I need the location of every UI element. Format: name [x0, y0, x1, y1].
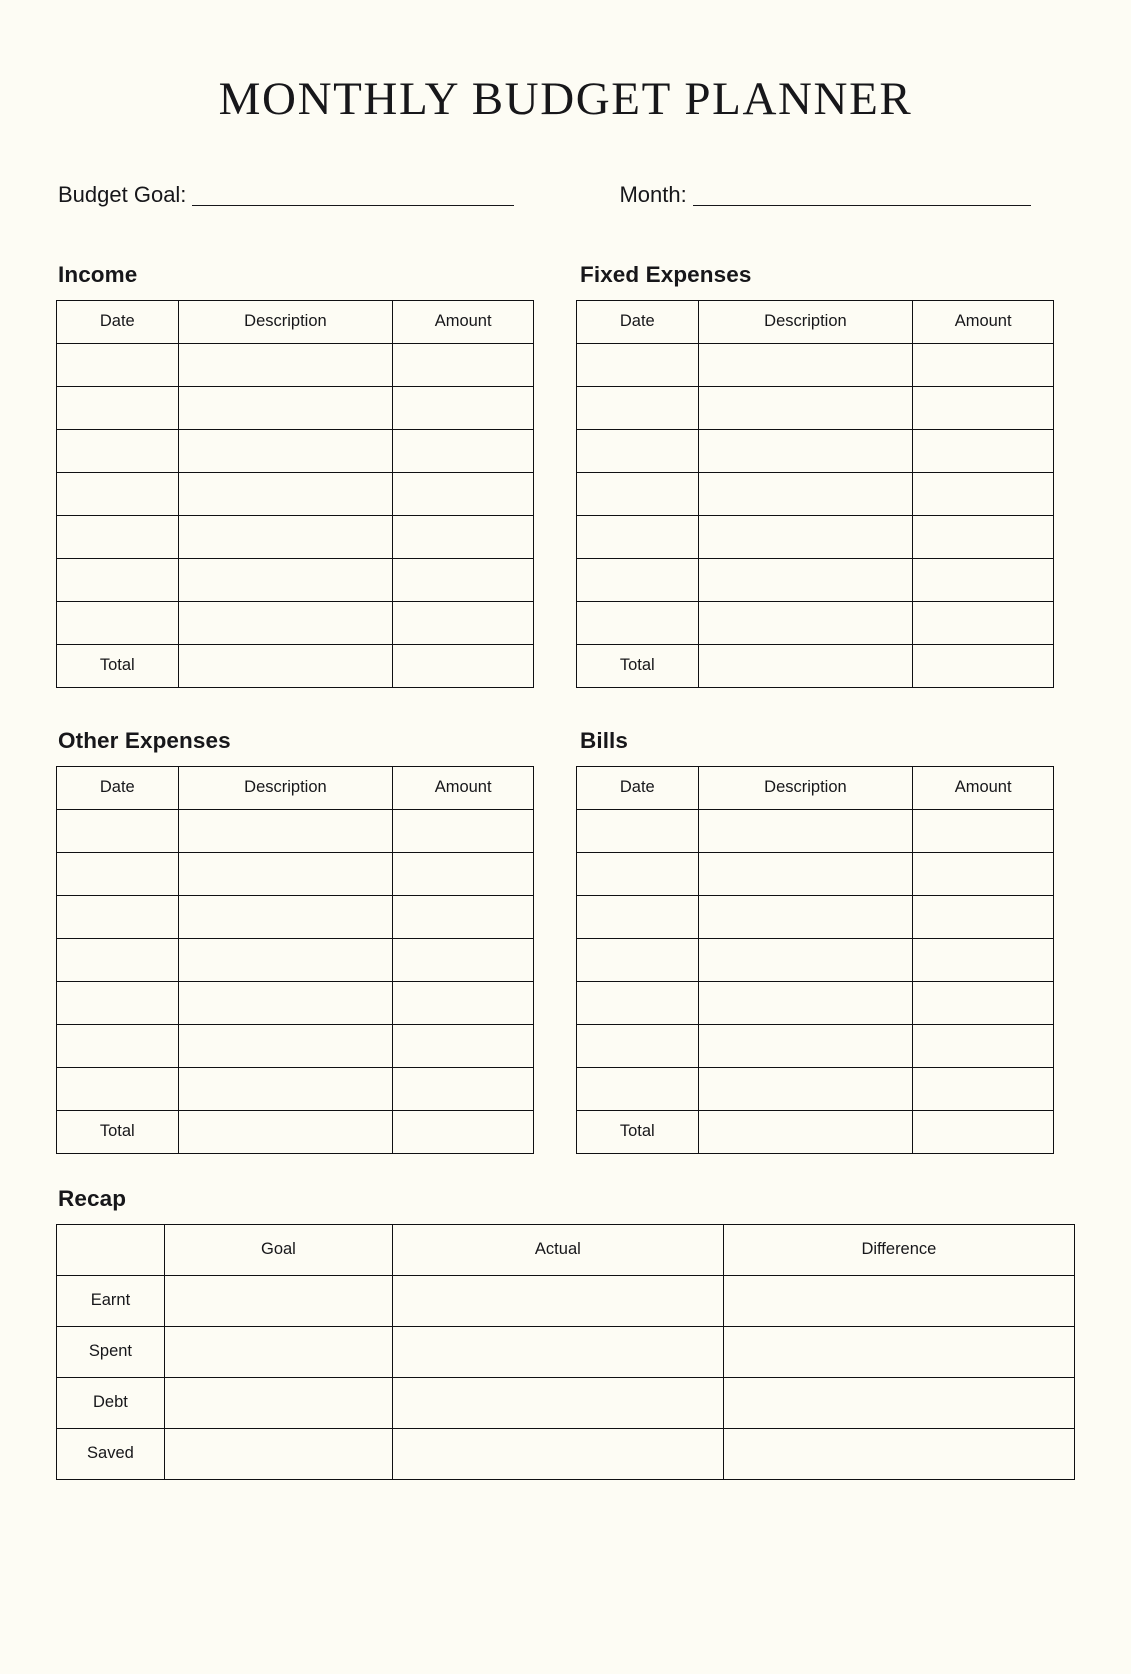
- cell-date[interactable]: [57, 1067, 179, 1110]
- table-row[interactable]: [577, 386, 1054, 429]
- cell-date[interactable]: [577, 472, 699, 515]
- month-label: Month:: [619, 181, 687, 207]
- income-heading: Income: [58, 261, 138, 287]
- table-row[interactable]: [57, 558, 534, 601]
- cell-amount[interactable]: [393, 515, 534, 558]
- table-row[interactable]: [57, 1377, 1075, 1428]
- cell-amount[interactable]: [913, 472, 1054, 515]
- row-label-debt: Debt: [57, 1377, 165, 1428]
- total-description[interactable]: [178, 1110, 393, 1153]
- cell-amount[interactable]: [913, 515, 1054, 558]
- cell-description[interactable]: [178, 343, 393, 386]
- table-row[interactable]: [57, 1024, 534, 1067]
- bills-section: [576, 728, 1054, 1154]
- cell-amount[interactable]: [393, 472, 534, 515]
- recap-corner-cell: [57, 1224, 165, 1275]
- cell-description[interactable]: [178, 809, 393, 852]
- cell-amount[interactable]: [393, 601, 534, 644]
- row-label-saved: Saved: [57, 1428, 165, 1479]
- cell-amount[interactable]: [913, 809, 1054, 852]
- cell-description[interactable]: [178, 472, 393, 515]
- table-row[interactable]: [57, 386, 534, 429]
- cell-amount[interactable]: [393, 386, 534, 429]
- table-row[interactable]: [577, 938, 1054, 981]
- table-row[interactable]: [57, 601, 534, 644]
- table-header-row: [57, 766, 534, 809]
- table-row[interactable]: [57, 895, 534, 938]
- cell-amount[interactable]: [393, 429, 534, 472]
- cell-amount[interactable]: [393, 343, 534, 386]
- cell-difference[interactable]: [723, 1326, 1074, 1377]
- table-row[interactable]: [57, 938, 534, 981]
- cell-date[interactable]: [57, 1024, 179, 1067]
- cell-date[interactable]: [577, 981, 699, 1024]
- meta-fields-row: [56, 181, 1075, 207]
- tables-grid: [56, 262, 1075, 1154]
- cell-actual[interactable]: [392, 1326, 723, 1377]
- column-header-description: Description: [698, 300, 913, 343]
- bills-heading: Bills: [580, 727, 629, 753]
- cell-date[interactable]: [57, 809, 179, 852]
- table-row[interactable]: [57, 1428, 1075, 1479]
- total-amount[interactable]: [393, 644, 534, 687]
- cell-date[interactable]: [577, 515, 699, 558]
- income-table: [56, 300, 534, 688]
- total-label: Total: [57, 1110, 179, 1153]
- table-row[interactable]: [57, 1326, 1075, 1377]
- table-total-row[interactable]: [57, 1110, 534, 1153]
- table-row[interactable]: [57, 343, 534, 386]
- table-row[interactable]: [577, 601, 1054, 644]
- cell-date[interactable]: [57, 515, 179, 558]
- table-header-row: [57, 300, 534, 343]
- table-header-row: [577, 766, 1054, 809]
- budget-goal-input[interactable]: [192, 184, 514, 206]
- cell-amount[interactable]: [913, 981, 1054, 1024]
- cell-amount[interactable]: [393, 1067, 534, 1110]
- table-row[interactable]: [577, 1067, 1054, 1110]
- recap-heading: Recap: [58, 1185, 127, 1211]
- cell-amount[interactable]: [913, 429, 1054, 472]
- cell-description[interactable]: [698, 515, 913, 558]
- cell-description[interactable]: [178, 1067, 393, 1110]
- cell-amount[interactable]: [393, 1024, 534, 1067]
- column-header-amount: Amount: [393, 766, 534, 809]
- cell-description[interactable]: [178, 1024, 393, 1067]
- cell-date[interactable]: [57, 852, 179, 895]
- cell-description[interactable]: [698, 558, 913, 601]
- total-amount[interactable]: [913, 1110, 1054, 1153]
- table-row[interactable]: [577, 852, 1054, 895]
- cell-date[interactable]: [57, 429, 179, 472]
- column-header-amount: Amount: [913, 300, 1054, 343]
- cell-amount[interactable]: [393, 558, 534, 601]
- cell-description[interactable]: [698, 938, 913, 981]
- fixed-expenses-table: [576, 300, 1054, 688]
- cell-date[interactable]: [577, 601, 699, 644]
- cell-amount[interactable]: [393, 938, 534, 981]
- cell-amount[interactable]: [913, 1024, 1054, 1067]
- recap-section: [56, 1186, 1075, 1480]
- column-header-difference: Difference: [723, 1224, 1074, 1275]
- other-expenses-heading: Other Expenses: [58, 727, 231, 753]
- cell-amount[interactable]: [393, 852, 534, 895]
- cell-description[interactable]: [698, 386, 913, 429]
- table-row[interactable]: [57, 809, 534, 852]
- cell-date[interactable]: [57, 343, 179, 386]
- month-field[interactable]: [619, 181, 1030, 207]
- cell-description[interactable]: [698, 809, 913, 852]
- cell-amount[interactable]: [913, 938, 1054, 981]
- cell-description[interactable]: [698, 429, 913, 472]
- table-row[interactable]: [577, 429, 1054, 472]
- table-row[interactable]: [57, 515, 534, 558]
- cell-actual[interactable]: [392, 1275, 723, 1326]
- table-row[interactable]: [577, 343, 1054, 386]
- table-row[interactable]: [577, 515, 1054, 558]
- other-expenses-table: [56, 766, 534, 1154]
- cell-description[interactable]: [178, 558, 393, 601]
- cell-amount[interactable]: [913, 852, 1054, 895]
- total-amount[interactable]: [393, 1110, 534, 1153]
- cell-date[interactable]: [57, 981, 179, 1024]
- cell-date[interactable]: [577, 386, 699, 429]
- cell-date[interactable]: [577, 1067, 699, 1110]
- total-description[interactable]: [698, 1110, 913, 1153]
- cell-description[interactable]: [178, 515, 393, 558]
- table-row[interactable]: [57, 472, 534, 515]
- cell-description[interactable]: [698, 981, 913, 1024]
- cell-date[interactable]: [57, 386, 179, 429]
- month-input[interactable]: [693, 184, 1031, 206]
- table-row[interactable]: [57, 429, 534, 472]
- cell-description[interactable]: [698, 852, 913, 895]
- cell-goal[interactable]: [164, 1275, 392, 1326]
- table-row[interactable]: [57, 852, 534, 895]
- table-total-row[interactable]: [577, 644, 1054, 687]
- cell-actual[interactable]: [392, 1428, 723, 1479]
- column-header-description: Description: [178, 300, 393, 343]
- total-label: Total: [577, 1110, 699, 1153]
- table-row[interactable]: [577, 558, 1054, 601]
- cell-goal[interactable]: [164, 1428, 392, 1479]
- column-header-actual: Actual: [392, 1224, 723, 1275]
- bills-table: [576, 766, 1054, 1154]
- table-row[interactable]: [57, 981, 534, 1024]
- budget-goal-label: Budget Goal:: [58, 181, 187, 207]
- cell-date[interactable]: [577, 938, 699, 981]
- total-amount[interactable]: [913, 644, 1054, 687]
- column-header-amount: Amount: [913, 766, 1054, 809]
- cell-amount[interactable]: [393, 809, 534, 852]
- table-row[interactable]: [577, 895, 1054, 938]
- cell-amount[interactable]: [913, 386, 1054, 429]
- table-total-row[interactable]: [577, 1110, 1054, 1153]
- total-description[interactable]: [178, 644, 393, 687]
- column-header-date: Date: [577, 300, 699, 343]
- cell-goal[interactable]: [164, 1377, 392, 1428]
- page-title: MONTHLY BUDGET PLANNER: [218, 73, 913, 125]
- cell-date[interactable]: [57, 558, 179, 601]
- table-total-row[interactable]: [57, 644, 534, 687]
- cell-date[interactable]: [57, 938, 179, 981]
- column-header-date: Date: [577, 766, 699, 809]
- cell-difference[interactable]: [723, 1275, 1074, 1326]
- column-header-goal: Goal: [164, 1224, 392, 1275]
- cell-date[interactable]: [57, 601, 179, 644]
- column-header-description: Description: [178, 766, 393, 809]
- total-label: Total: [57, 644, 179, 687]
- cell-description[interactable]: [178, 386, 393, 429]
- cell-date[interactable]: [577, 429, 699, 472]
- cell-date[interactable]: [577, 895, 699, 938]
- cell-date[interactable]: [57, 472, 179, 515]
- cell-difference[interactable]: [723, 1377, 1074, 1428]
- cell-description[interactable]: [178, 429, 393, 472]
- table-row[interactable]: [577, 809, 1054, 852]
- left-column: [56, 262, 534, 1154]
- cell-goal[interactable]: [164, 1326, 392, 1377]
- budget-goal-field[interactable]: [58, 181, 514, 207]
- table-row[interactable]: [577, 981, 1054, 1024]
- column-header-date: Date: [57, 766, 179, 809]
- table-header-row: [57, 1224, 1075, 1275]
- budget-planner-page: [0, 74, 1131, 1674]
- cell-description[interactable]: [698, 601, 913, 644]
- table-row[interactable]: [577, 472, 1054, 515]
- cell-description[interactable]: [698, 343, 913, 386]
- table-row[interactable]: [577, 1024, 1054, 1067]
- cell-amount[interactable]: [913, 343, 1054, 386]
- cell-date[interactable]: [577, 343, 699, 386]
- cell-description[interactable]: [698, 1067, 913, 1110]
- cell-description[interactable]: [178, 938, 393, 981]
- cell-amount[interactable]: [393, 895, 534, 938]
- row-label-earnt: Earnt: [57, 1275, 165, 1326]
- cell-date[interactable]: [577, 1024, 699, 1067]
- total-label: Total: [577, 644, 699, 687]
- fixed-expenses-heading: Fixed Expenses: [580, 261, 752, 287]
- cell-date[interactable]: [577, 809, 699, 852]
- cell-actual[interactable]: [392, 1377, 723, 1428]
- income-section: [56, 262, 534, 688]
- column-header-date: Date: [57, 300, 179, 343]
- table-header-row: [577, 300, 1054, 343]
- right-column: [576, 262, 1054, 1154]
- cell-description[interactable]: [698, 895, 913, 938]
- other-expenses-section: [56, 728, 534, 1154]
- cell-description[interactable]: [178, 895, 393, 938]
- cell-description[interactable]: [178, 601, 393, 644]
- cell-amount[interactable]: [913, 1067, 1054, 1110]
- cell-amount[interactable]: [913, 895, 1054, 938]
- total-description[interactable]: [698, 644, 913, 687]
- column-header-description: Description: [698, 766, 913, 809]
- table-row[interactable]: [57, 1067, 534, 1110]
- cell-date[interactable]: [577, 558, 699, 601]
- cell-date[interactable]: [577, 852, 699, 895]
- cell-description[interactable]: [698, 472, 913, 515]
- column-header-amount: Amount: [393, 300, 534, 343]
- table-row[interactable]: [57, 1275, 1075, 1326]
- row-label-spent: Spent: [57, 1326, 165, 1377]
- cell-date[interactable]: [57, 895, 179, 938]
- cell-description[interactable]: [698, 1024, 913, 1067]
- cell-amount[interactable]: [393, 981, 534, 1024]
- recap-table: [56, 1224, 1075, 1480]
- cell-amount[interactable]: [913, 558, 1054, 601]
- cell-description[interactable]: [178, 981, 393, 1024]
- cell-difference[interactable]: [723, 1428, 1074, 1479]
- cell-amount[interactable]: [913, 601, 1054, 644]
- cell-description[interactable]: [178, 852, 393, 895]
- fixed-expenses-section: [576, 262, 1054, 688]
